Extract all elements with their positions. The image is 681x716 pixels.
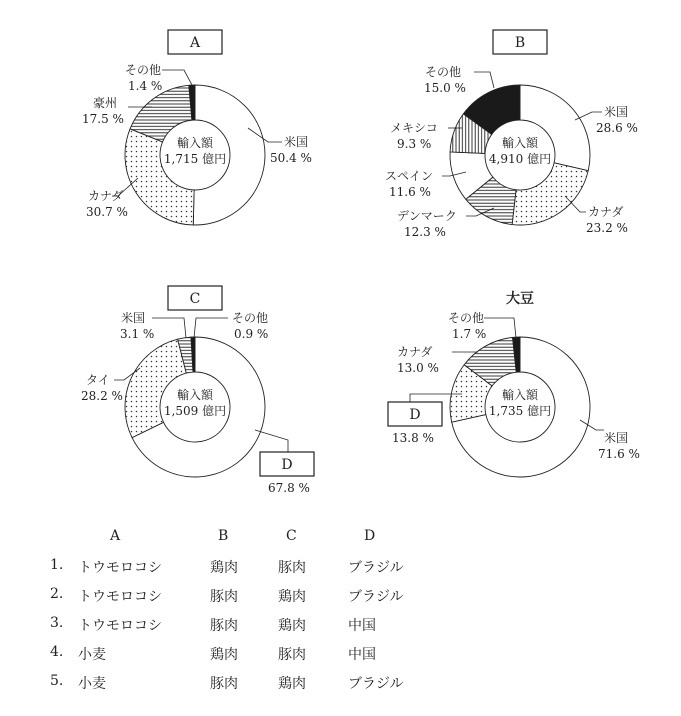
chart-b-label-denmark-name: デンマーク [397,209,457,223]
chart-a-label-canada-name: カナダ [88,189,124,203]
chart-b-label-usa-pct: 28.6 % [596,121,638,135]
chart-soybean-label-other-pct: 1.7 % [452,327,487,341]
option-number: 5. [50,673,64,689]
chart-b-center-value: 4,910 億円 [488,152,552,166]
chart-soybean-label-usa-pct: 71.6 % [598,447,640,461]
donut-slice-2-2 [512,163,588,225]
chart-soybean-leader-other [484,318,516,338]
chart-soybean [388,290,640,477]
option-d-value: ブラジル [348,560,404,576]
option-row-1[interactable] [50,557,650,586]
options-header-b: B [218,528,229,544]
chart-c-label-other-pct: 0.9 % [234,327,269,341]
option-a-value: 小麦 [78,647,106,663]
chart-c-label-usa-name: 米国 [121,311,146,325]
chart-a-center-label: 輸入額 [176,136,214,150]
chart-soybean-label-d-name: D [409,407,421,423]
chart-soybean-title: 大豆 [506,291,534,307]
chart-b-center-label: 輸入額 [501,136,539,150]
chart-c-center-value: 1,509 億円 [163,404,227,418]
option-c-value: 鶏肉 [278,618,306,634]
chart-soybean-center-label: 輸入額 [501,388,539,402]
chart-c-label-other-name: その他 [232,311,269,325]
option-row-5[interactable] [50,673,650,702]
chart-c-leader-other [194,318,228,338]
option-a-value: トウモロコシ [78,560,162,576]
option-c-value: 鶏肉 [278,589,306,605]
option-b-value: 豚肉 [210,618,238,634]
chart-b-label-spain-pct: 11.6 % [389,185,431,199]
chart-a-label-australia-pct: 17.5 % [82,112,124,126]
options-header-d: D [364,528,376,544]
chart-c-label-thai-pct: 28.2 % [81,389,123,403]
chart-soybean-label-canada-name: カナダ [397,345,433,359]
chart-a-label-other-pct: 1.4 % [128,79,163,93]
chart-c-leader-usa [152,318,186,338]
option-c-value: 鶏肉 [278,676,306,692]
chart-c-label-d-name: D [281,457,293,473]
option-number: 1. [50,557,64,573]
chart-b-label-usa-name: 米国 [604,105,629,119]
chart-a [82,30,312,225]
chart-a-leader-other [162,70,192,85]
option-d-value: ブラジル [348,589,404,605]
option-b-value: 豚肉 [210,676,238,692]
chart-soybean-label-canada-pct: 13.0 % [397,361,439,375]
chart-c-center-label: 輸入額 [176,388,214,402]
option-c-value: 豚肉 [278,560,306,576]
chart-b-label-other-pct: 15.0 % [424,81,466,95]
option-row-2[interactable] [50,586,650,615]
options-header-a: A [110,528,121,544]
chart-a-center-value: 1,715 億円 [163,152,227,166]
option-row-3[interactable] [50,615,650,644]
chart-c-title: C [189,291,201,307]
option-d-value: 中国 [348,647,376,663]
answer-options-table [50,528,650,702]
option-number: 3. [50,615,64,631]
chart-b-title: B [514,35,526,51]
chart-a-label-australia-name: 豪州 [93,96,118,110]
chart-a-label-other-name: その他 [125,63,162,77]
chart-b-label-mexico-pct: 9.3 % [397,137,432,151]
chart-b-leader-other [474,72,494,88]
chart-b-label-mexico-name: メキシコ [390,121,438,135]
chart-b-label-denmark-pct: 12.3 % [404,225,446,239]
chart-a-title: A [189,35,201,51]
chart-b-label-canada-pct: 23.2 % [586,221,628,235]
chart-a-label-usa-name: 米国 [284,135,309,149]
chart-soybean-center-value: 1,735 億円 [488,404,552,418]
chart-soybean-label-d-pct: 13.8 % [392,431,434,445]
chart-b-label-spain-name: スペイン [385,169,434,183]
chart-b-label-canada-name: カナダ [588,205,624,219]
options-header-c: C [286,528,297,544]
option-c-value: 豚肉 [278,647,306,663]
option-a-value: 小麦 [78,676,106,692]
option-b-value: 鶏肉 [210,560,238,576]
options-header-row [50,528,650,557]
chart-a-label-usa-pct: 50.4 % [270,151,312,165]
chart-soybean-label-other-name: その他 [448,311,485,325]
chart-c [81,286,314,495]
chart-c-label-thai-name: タイ [86,373,110,387]
chart-a-label-canada-pct: 30.7 % [86,205,128,219]
chart-c-label-usa-pct: 3.1 % [120,327,155,341]
option-d-value: 中国 [348,618,376,634]
chart-b-label-other-name: その他 [425,65,462,79]
option-number: 4. [50,644,64,660]
option-number: 2. [50,586,64,602]
chart-b [385,30,638,239]
chart-c-label-d-pct: 67.8 % [268,481,310,495]
option-d-value: ブラジル [348,676,404,692]
option-a-value: トウモロコシ [78,589,162,605]
option-a-value: トウモロコシ [78,618,162,634]
chart-soybean-label-usa-name: 米国 [604,431,629,445]
option-row-4[interactable] [50,644,650,673]
option-b-value: 豚肉 [210,589,238,605]
option-b-value: 鶏肉 [210,647,238,663]
